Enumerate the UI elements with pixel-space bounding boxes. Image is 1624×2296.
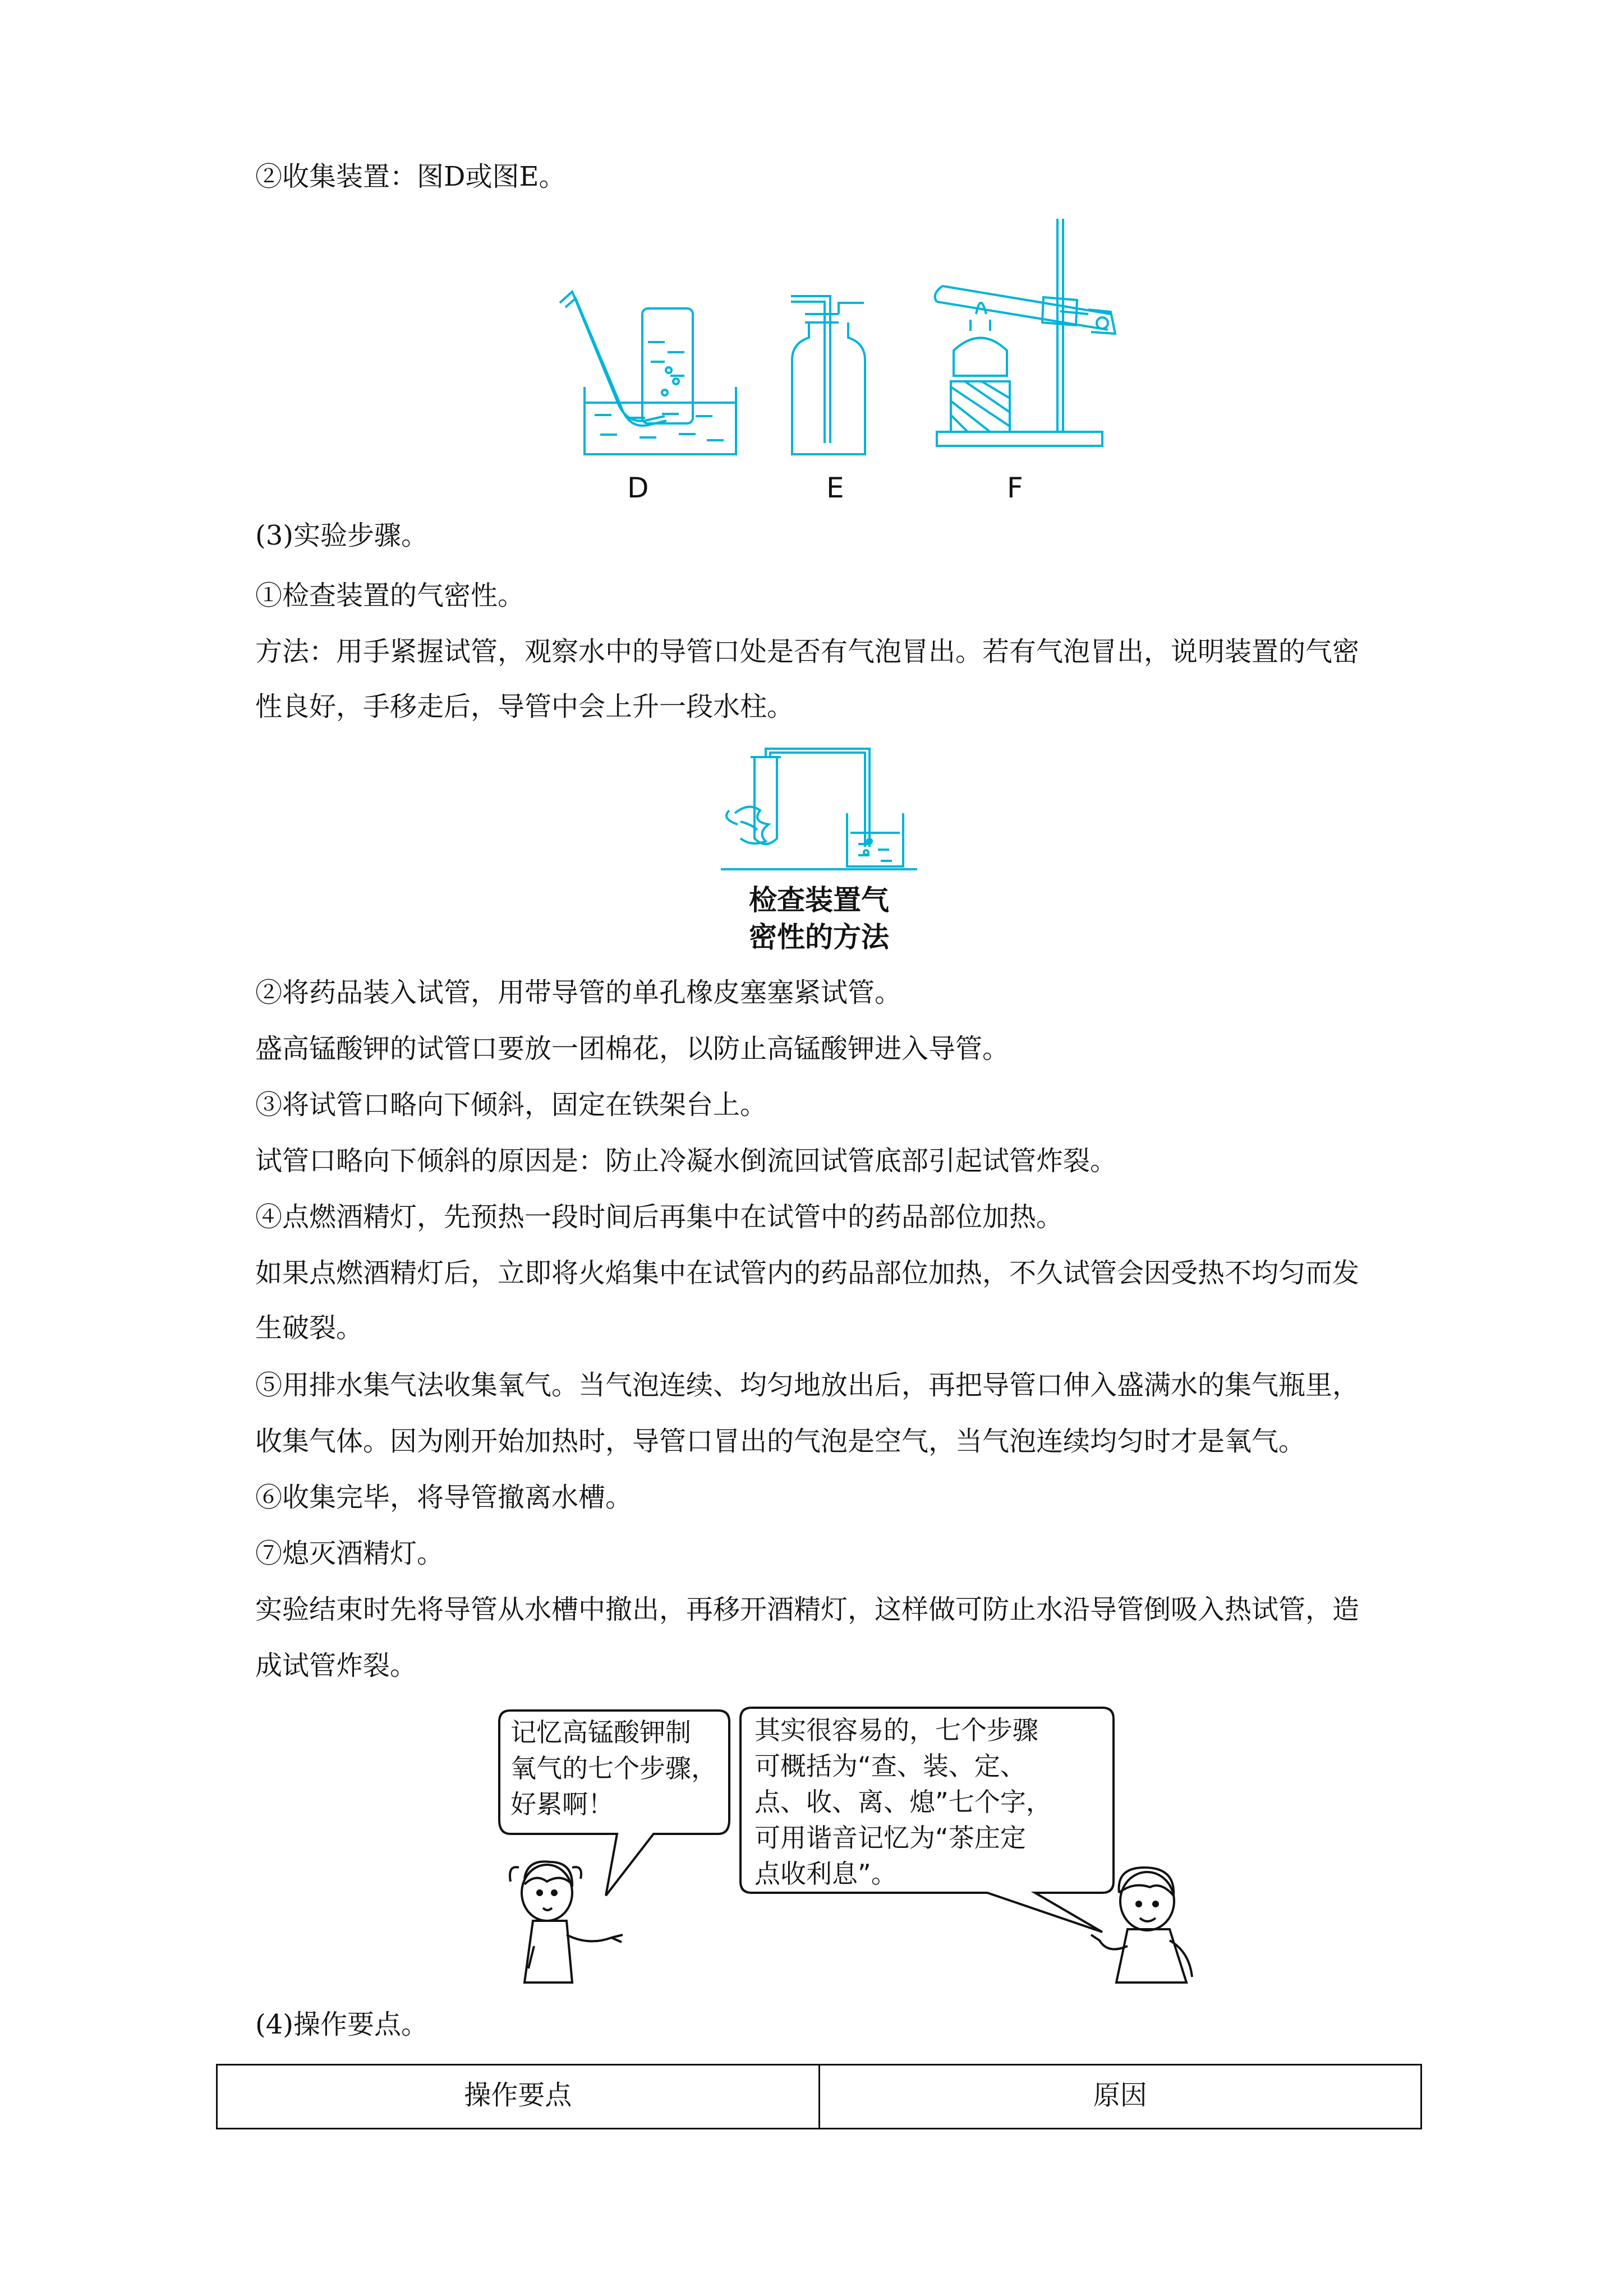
figure-label-e: E	[826, 472, 844, 504]
boy-speech-line: 可概括为“查、装、定、	[755, 1751, 1026, 1781]
method-line-2: 性良好，手移走后，导管中会上升一段水柱。	[255, 691, 794, 722]
girl-speech-line: 好累啊！	[510, 1789, 614, 1819]
figure-label-d: D	[627, 472, 649, 504]
collection-intro: ②收集装置：图D或图E。	[255, 161, 566, 192]
apparatus-d-water-trough	[560, 292, 736, 454]
table-header-points: 操作要点	[217, 2065, 820, 2129]
step-1: ①检查装置的气密性。	[255, 580, 525, 611]
step-3: ③将试管口略向下倾斜，固定在铁架台上。	[255, 1089, 767, 1121]
airtightness-caption-1: 检查装置气	[749, 884, 889, 916]
girl-speech-line: 氧气的七个步骤，	[510, 1753, 717, 1783]
girl-speech-text	[510, 1714, 735, 1822]
step-5-line-1: ⑤用排水集气法收集氧气。当气泡连续、均匀地放出后，再把导管口伸入盛满水的集气瓶里，	[255, 1370, 1360, 1401]
step-6: ⑥收集完毕，将导管撤离水槽。	[255, 1482, 633, 1513]
step-4-note-1: 如果点燃酒精灯后，立即将火焰集中在试管内的药品部位加热，不久试管会因受热不均匀而发	[255, 1257, 1360, 1289]
step-3-note: 试管口略向下倾斜的原因是：防止冷凝水倒流回试管底部引起试管炸裂。	[255, 1145, 1117, 1177]
airtightness-check-figure	[718, 740, 920, 880]
step3-title: (3)实验步骤。	[255, 520, 428, 551]
apparatus-e-gas-bottle	[791, 296, 865, 454]
girl-character	[510, 1861, 623, 1983]
method-line-1: 方法：用手紧握试管，观察水中的导管口处是否有气泡冒出。若有气泡冒出，说明装置的气密	[255, 636, 1360, 667]
boy-speech-text	[755, 1712, 1119, 1892]
step-7: ⑦熄灭酒精灯。	[255, 1538, 444, 1569]
boy-speech-line: 点、收、离、熄”七个字，	[755, 1787, 1052, 1817]
boy-speech-line: 点收利息”。	[755, 1859, 897, 1889]
step4-title: (4)操作要点。	[255, 2009, 428, 2040]
apparatus-f-heating	[935, 219, 1115, 446]
step-2: ②将药品装入试管，用带导管的单孔橡皮塞塞紧试管。	[255, 977, 902, 1008]
step-5-line-2: 收集气体。因为刚开始加热时，导管口冒出的气泡是空气，当气泡连续均匀时才是氧气。	[255, 1426, 1306, 1457]
step-2-note: 盛高锰酸钾的试管口要放一团棉花，以防止高锰酸钾进入导管。	[255, 1033, 1010, 1064]
apparatus-figure-def	[550, 208, 1167, 510]
step-4-note-2: 生破裂。	[255, 1312, 364, 1344]
step-4: ④点燃酒精灯，先预热一段时间后再集中在试管中的药品部位加热。	[255, 1201, 1064, 1233]
operation-points-table	[216, 2064, 1422, 2129]
ending-line-2: 成试管炸裂。	[255, 1650, 417, 1681]
girl-speech-line: 记忆高锰酸钾制	[510, 1717, 691, 1748]
table-header-reason: 原因	[819, 2065, 1421, 2129]
boy-speech-line: 可用谐音记忆为“茶庄定	[755, 1823, 1026, 1853]
airtightness-caption-2: 密性的方法	[749, 921, 889, 953]
table-header-row	[217, 2065, 1421, 2129]
boy-speech-line: 其实很容易的，七个步骤	[755, 1715, 1038, 1745]
ending-line-1: 实验结束时先将导管从水槽中撤出，再移开酒精灯，这样做可防止水沿导管倒吸入热试管，造	[255, 1594, 1360, 1625]
figure-label-f: F	[1007, 472, 1023, 504]
